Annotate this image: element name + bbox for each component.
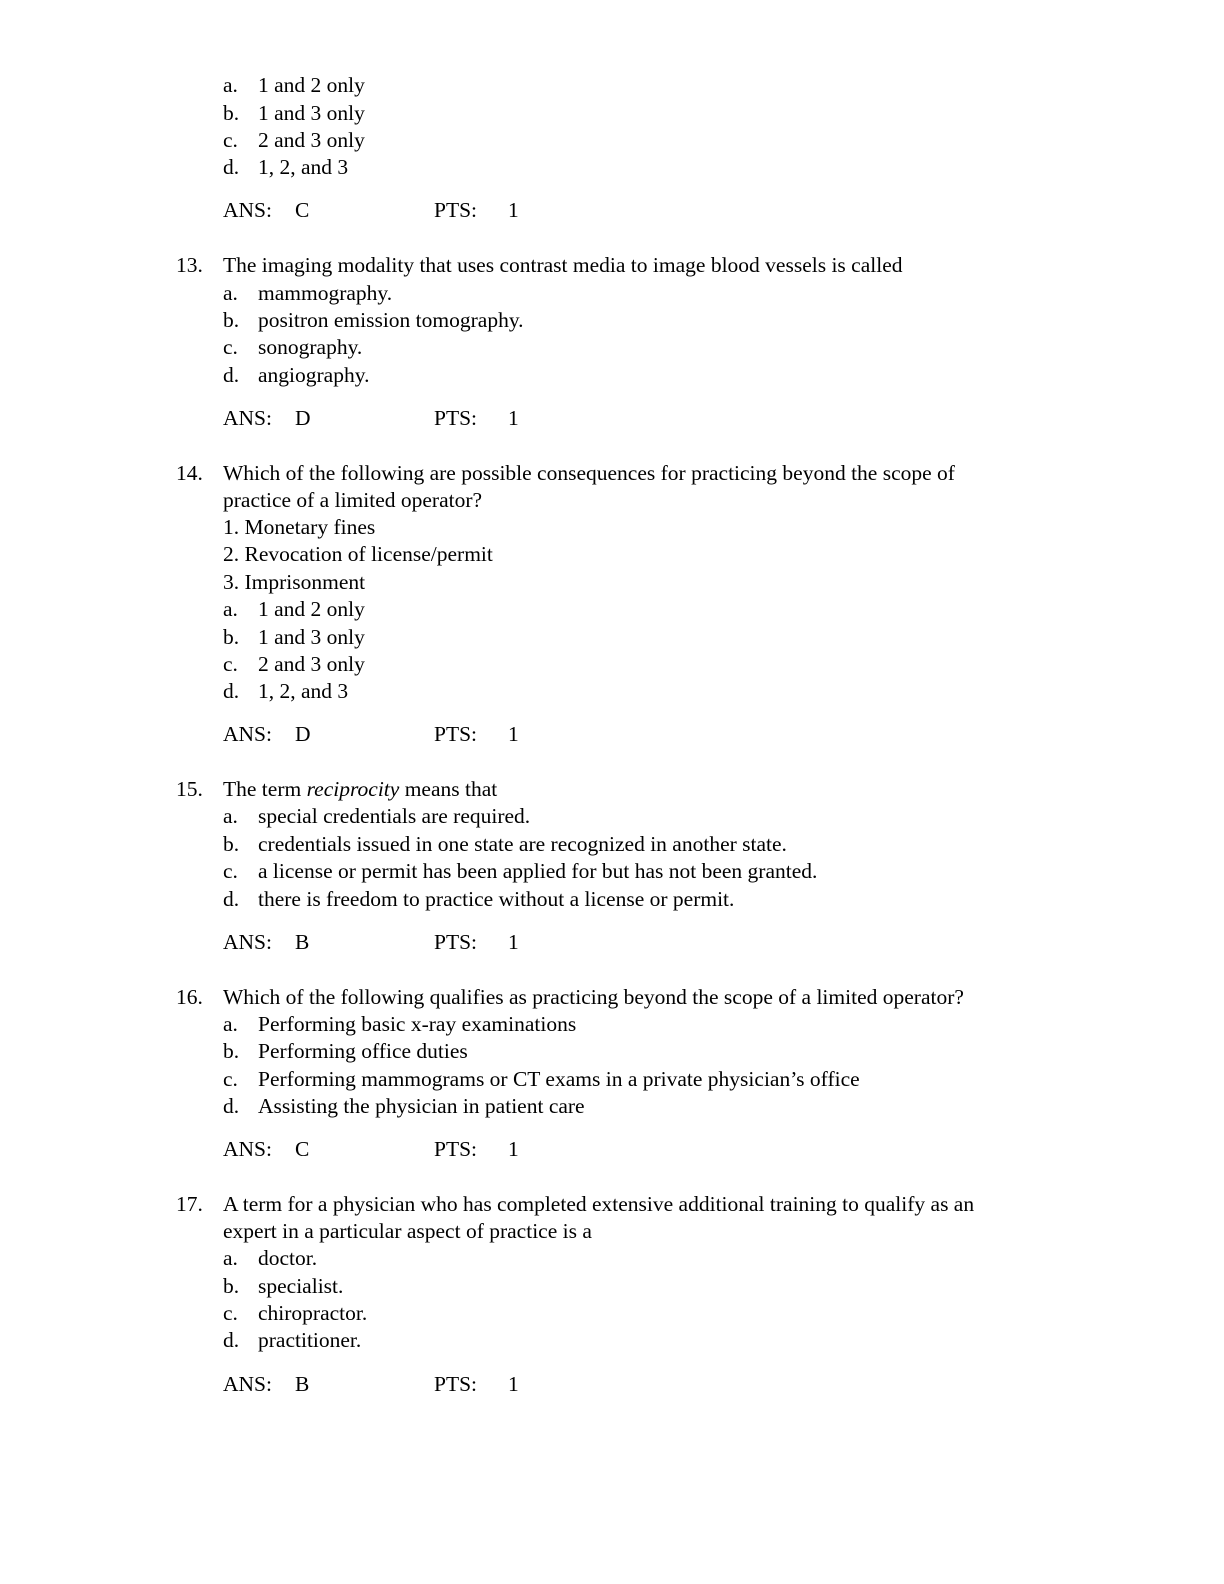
choice-letter: a.	[223, 1246, 238, 1270]
answer-label: ANS:	[223, 930, 272, 954]
choice-text: 1 and 2 only	[258, 73, 365, 97]
answer-value: C	[295, 1137, 310, 1161]
points-value: 1	[508, 1137, 519, 1161]
choice-text: specialist.	[258, 1274, 344, 1298]
question-number: 15.	[176, 777, 203, 801]
choice-letter: b.	[223, 308, 240, 332]
numbered-option: 3. Imprisonment	[223, 570, 366, 594]
answer-label: ANS:	[223, 1137, 272, 1161]
choice-letter: c.	[223, 1301, 238, 1325]
question-stem: The imaging modality that uses contrast media to image blood vessels is called	[223, 253, 903, 277]
points-value: 1	[508, 930, 519, 954]
choice-text: 1, 2, and 3	[258, 155, 349, 179]
choice-letter: b.	[223, 1274, 240, 1298]
choice-text: special credentials are required.	[258, 804, 531, 828]
choice-letter: b.	[223, 101, 240, 125]
points-label: PTS:	[434, 406, 478, 430]
choice-letter: b.	[223, 832, 240, 856]
choice-letter: a.	[223, 281, 238, 305]
choice-text: mammography.	[258, 281, 393, 305]
question-number: 13.	[176, 253, 203, 277]
choice-letter: c.	[223, 859, 238, 883]
answer-value: B	[295, 1372, 310, 1396]
answer-value: C	[295, 198, 310, 222]
choice-letter: b.	[223, 1039, 240, 1063]
answer-label: ANS:	[223, 406, 272, 430]
question-stem: expert in a particular aspect of practice is a	[223, 1219, 592, 1243]
choice-text: doctor.	[258, 1246, 318, 1270]
points-value: 1	[508, 722, 519, 746]
choice-text: 1 and 3 only	[258, 625, 365, 649]
points-value: 1	[508, 1372, 519, 1396]
answer-value: D	[295, 406, 311, 430]
choice-text: sonography.	[258, 335, 363, 359]
points-label: PTS:	[434, 198, 478, 222]
choice-letter: d.	[223, 679, 240, 703]
choice-text: a license or permit has been applied for but has not been granted.	[258, 859, 818, 883]
points-label: PTS:	[434, 930, 478, 954]
choice-letter: d.	[223, 1094, 240, 1118]
question-number: 17.	[176, 1192, 203, 1216]
choice-letter: d.	[223, 1328, 240, 1352]
question-stem: A term for a physician who has completed extensive additional training to qualify as an	[223, 1192, 975, 1216]
stem-prefix: The term	[223, 777, 307, 801]
choice-text: 2 and 3 only	[258, 652, 365, 676]
question-number: 16.	[176, 985, 203, 1009]
choice-text: 2 and 3 only	[258, 128, 365, 152]
choice-letter: c.	[223, 1067, 238, 1091]
choice-text: there is freedom to practice without a license or permit.	[258, 887, 735, 911]
answer-label: ANS:	[223, 1372, 272, 1396]
choice-letter: d.	[223, 887, 240, 911]
question-number: 14.	[176, 461, 203, 485]
choice-letter: c.	[223, 128, 238, 152]
choice-text: Performing mammograms or CT exams in a private physician’s office	[258, 1067, 860, 1091]
question-stem: Which of the following qualifies as practicing beyond the scope of a limited operator?	[223, 985, 964, 1009]
question-stem: Which of the following are possible consequences for practicing beyond the scope of	[223, 461, 955, 485]
points-value: 1	[508, 406, 519, 430]
choice-text: Performing office duties	[258, 1039, 468, 1063]
choice-letter: a.	[223, 597, 238, 621]
question-stem: practice of a limited operator?	[223, 488, 483, 512]
points-label: PTS:	[434, 1372, 478, 1396]
choice-letter: b.	[223, 625, 240, 649]
choice-text: credentials issued in one state are recognized in another state.	[258, 832, 787, 856]
choice-letter: d.	[223, 155, 240, 179]
numbered-option: 1. Monetary fines	[223, 515, 376, 539]
choice-letter: a.	[223, 804, 238, 828]
answer-label: ANS:	[223, 722, 272, 746]
choice-text: Performing basic x-ray examinations	[258, 1012, 577, 1036]
points-label: PTS:	[434, 1137, 478, 1161]
choice-text: Assisting the physician in patient care	[258, 1094, 585, 1118]
stem-italic-term: reciprocity	[306, 777, 400, 801]
points-label: PTS:	[434, 722, 478, 746]
points-value: 1	[508, 198, 519, 222]
choice-text: chiropractor.	[258, 1301, 368, 1325]
choice-letter: c.	[223, 335, 238, 359]
choice-text: 1 and 3 only	[258, 101, 365, 125]
answer-value: B	[295, 930, 310, 954]
answer-value: D	[295, 722, 311, 746]
choice-text: 1 and 2 only	[258, 597, 365, 621]
choice-letter: a.	[223, 1012, 238, 1036]
choice-letter: c.	[223, 652, 238, 676]
answer-label: ANS:	[223, 198, 272, 222]
stem-suffix: means that	[399, 777, 498, 801]
choice-letter: a.	[223, 73, 238, 97]
choice-letter: d.	[223, 363, 240, 387]
choice-text: angiography.	[258, 363, 370, 387]
question-stem	[223, 776, 497, 803]
choice-text: 1, 2, and 3	[258, 679, 349, 703]
numbered-option: 2. Revocation of license/permit	[223, 542, 493, 566]
choice-text: practitioner.	[258, 1328, 362, 1352]
choice-text: positron emission tomography.	[258, 308, 524, 332]
